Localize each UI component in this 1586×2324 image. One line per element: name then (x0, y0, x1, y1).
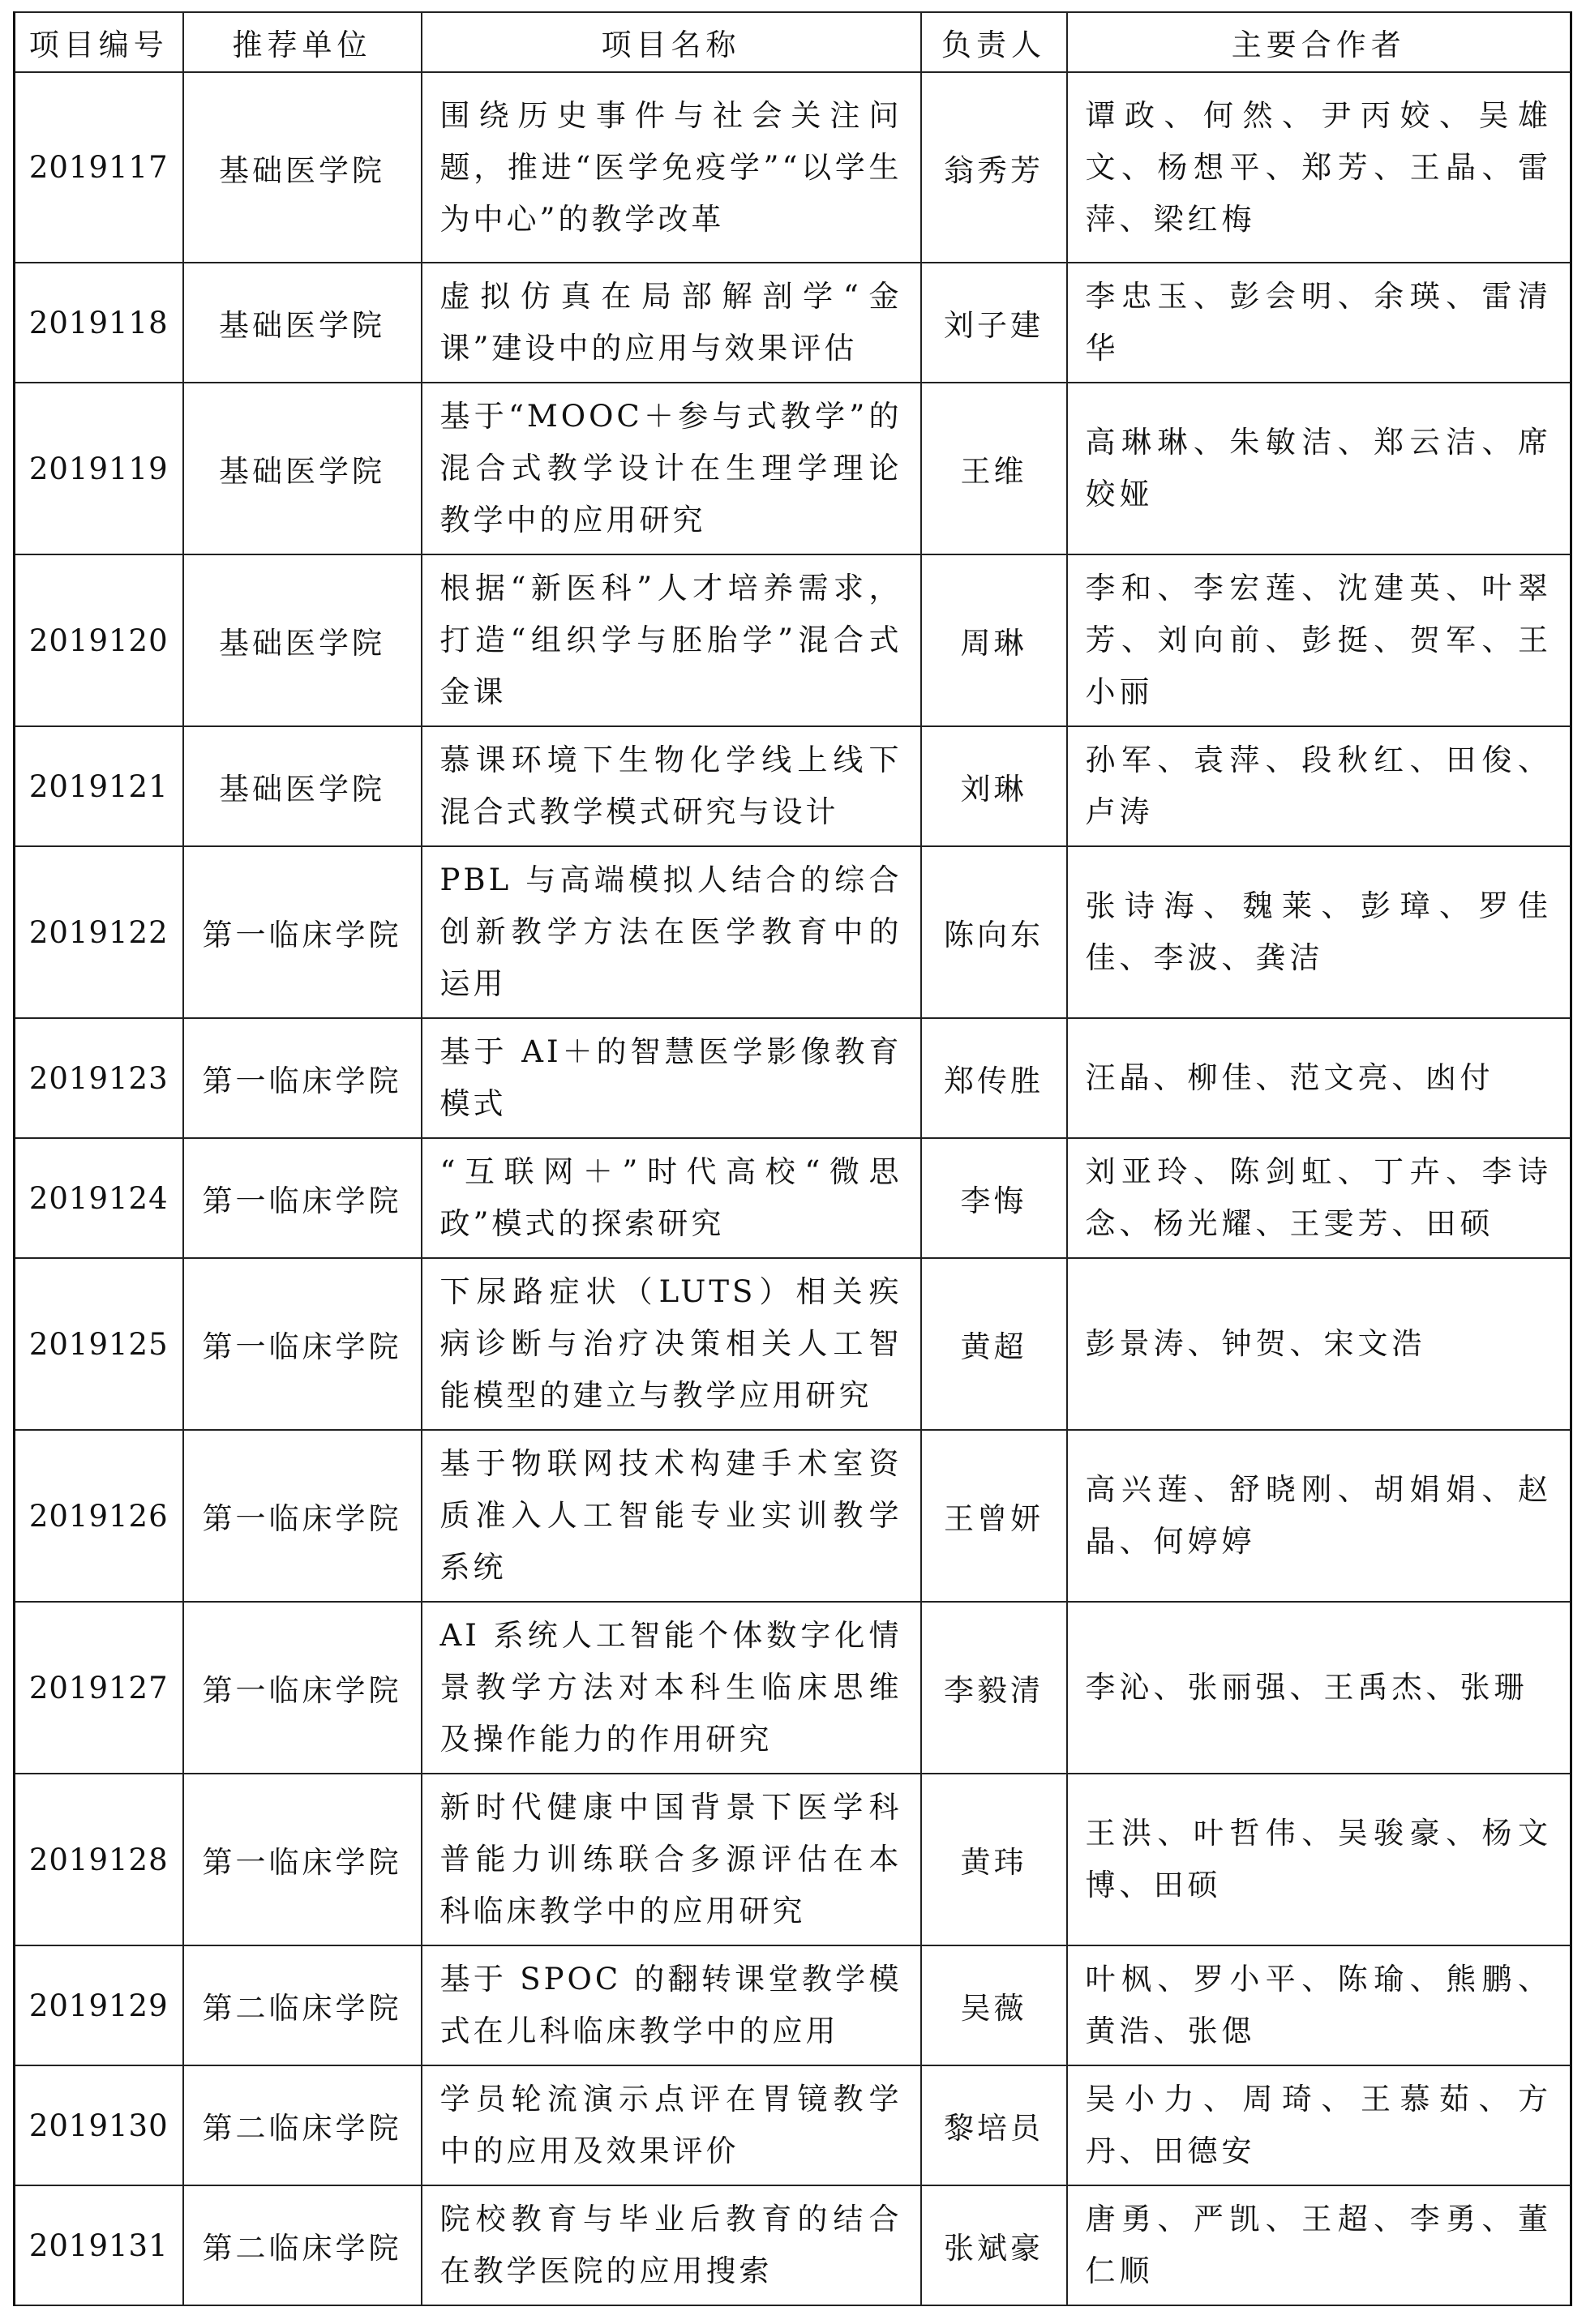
table-row (15, 2065, 1571, 2185)
coauthors: 李沁、张丽强、王禹杰、张珊 (1067, 1602, 1571, 1774)
project-id: 2019119 (15, 383, 183, 554)
recommending-unit: 第一临床学院 (183, 1258, 422, 1430)
project-id: 2019118 (15, 263, 183, 383)
recommending-unit: 基础医学院 (183, 383, 422, 554)
table-row (15, 2185, 1571, 2305)
project-lead: 王维 (921, 383, 1067, 554)
project-title: 新时代健康中国背景下医学科普能力训练联合多源评估在本科临床教学中的应用研究 (422, 1774, 921, 1945)
project-lead: 刘子建 (921, 263, 1067, 383)
header-project-lead: 负责人 (921, 12, 1067, 72)
project-title: PBL 与高端模拟人结合的综合创新教学方法在医学教育中的运用 (422, 846, 921, 1018)
project-id: 2019127 (15, 1602, 183, 1774)
table-row (15, 1018, 1571, 1138)
table-row (15, 72, 1571, 263)
recommending-unit: 第一临床学院 (183, 1602, 422, 1774)
project-title: 院校教育与毕业后教育的结合在教学医院的应用搜索 (422, 2185, 921, 2305)
project-lead: 郑传胜 (921, 1018, 1067, 1138)
coauthors: 孙军、袁萍、段秋红、田俊、卢涛 (1067, 726, 1571, 846)
recommending-unit: 第二临床学院 (183, 2185, 422, 2305)
project-id: 2019126 (15, 1430, 183, 1602)
recommending-unit: 第一临床学院 (183, 1138, 422, 1258)
project-table (13, 11, 1572, 2306)
coauthors: 李和、李宏莲、沈建英、叶翠芳、刘向前、彭挺、贺军、王小丽 (1067, 554, 1571, 726)
project-lead: 翁秀芳 (921, 72, 1067, 263)
project-table-sheet (13, 11, 1570, 2306)
coauthors: 王洪、叶哲伟、吴骏豪、杨文博、田硕 (1067, 1774, 1571, 1945)
table-row (15, 1602, 1571, 1774)
recommending-unit: 第一临床学院 (183, 1774, 422, 1945)
project-id: 2019129 (15, 1945, 183, 2065)
coauthors: 李忠玉、彭会明、余瑛、雷清华 (1067, 263, 1571, 383)
project-title: 根据“新医科”人才培养需求，打造“组织学与胚胎学”混合式金课 (422, 554, 921, 726)
coauthors: 叶枫、罗小平、陈瑜、熊鹏、黄浩、张偲 (1067, 1945, 1571, 2065)
header-project-title: 项目名称 (422, 12, 921, 72)
table-row (15, 263, 1571, 383)
coauthors: 唐勇、严凯、王超、李勇、董仁顺 (1067, 2185, 1571, 2305)
recommending-unit: 第一临床学院 (183, 846, 422, 1018)
header-coauthors: 主要合作者 (1067, 12, 1571, 72)
project-title: 学员轮流演示点评在胃镜教学中的应用及效果评价 (422, 2065, 921, 2185)
coauthors: 汪晶、柳佳、范文亮、凼付 (1067, 1018, 1571, 1138)
project-title: 基于 AI＋的智慧医学影像教育模式 (422, 1018, 921, 1138)
project-lead: 黎培员 (921, 2065, 1067, 2185)
recommending-unit: 第一临床学院 (183, 1018, 422, 1138)
project-title: “互联网＋”时代高校“微思政”模式的探索研究 (422, 1138, 921, 1258)
coauthors: 张诗海、魏莱、彭璋、罗佳佳、李波、龚洁 (1067, 846, 1571, 1018)
table-row (15, 1774, 1571, 1945)
project-lead: 张斌豪 (921, 2185, 1067, 2305)
recommending-unit: 第二临床学院 (183, 1945, 422, 2065)
recommending-unit: 基础医学院 (183, 72, 422, 263)
project-lead: 刘琳 (921, 726, 1067, 846)
coauthors: 吴小力、周琦、王慕茹、方丹、田德安 (1067, 2065, 1571, 2185)
project-title: AI 系统人工智能个体数字化情景教学方法对本科生临床思维及操作能力的作用研究 (422, 1602, 921, 1774)
header-project-id: 项目编号 (15, 12, 183, 72)
project-title: 慕课环境下生物化学线上线下混合式教学模式研究与设计 (422, 726, 921, 846)
coauthors: 高兴莲、舒晓刚、胡娟娟、赵晶、何婷婷 (1067, 1430, 1571, 1602)
recommending-unit: 基础医学院 (183, 726, 422, 846)
recommending-unit: 基础医学院 (183, 263, 422, 383)
table-row (15, 554, 1571, 726)
project-id: 2019117 (15, 72, 183, 263)
table-row (15, 1258, 1571, 1430)
recommending-unit: 第二临床学院 (183, 2065, 422, 2185)
header-recommending-unit: 推荐单位 (183, 12, 422, 72)
project-id: 2019131 (15, 2185, 183, 2305)
project-title: 下尿路症状（LUTS）相关疾病诊断与治疗决策相关人工智能模型的建立与教学应用研究 (422, 1258, 921, 1430)
table-row (15, 1138, 1571, 1258)
project-lead: 李悔 (921, 1138, 1067, 1258)
project-id: 2019128 (15, 1774, 183, 1945)
table-row (15, 846, 1571, 1018)
project-lead: 陈向东 (921, 846, 1067, 1018)
project-id: 2019125 (15, 1258, 183, 1430)
project-id: 2019122 (15, 846, 183, 1018)
project-title: 基于 SPOC 的翻转课堂教学模式在儿科临床教学中的应用 (422, 1945, 921, 2065)
table-row (15, 726, 1571, 846)
project-id: 2019130 (15, 2065, 183, 2185)
recommending-unit: 基础医学院 (183, 554, 422, 726)
project-title: 围绕历史事件与社会关注问题，推进“医学免疫学”“以学生为中心”的教学改革 (422, 72, 921, 263)
coauthors: 刘亚玲、陈剑虹、丁卉、李诗念、杨光耀、王雯芳、田硕 (1067, 1138, 1571, 1258)
project-id: 2019123 (15, 1018, 183, 1138)
coauthors: 高琳琳、朱敏洁、郑云洁、席姣娅 (1067, 383, 1571, 554)
project-lead: 周琳 (921, 554, 1067, 726)
table-header-row (15, 12, 1571, 72)
recommending-unit: 第一临床学院 (183, 1430, 422, 1602)
table-row (15, 383, 1571, 554)
project-title: 基于“MOOC＋参与式教学”的混合式教学设计在生理学理论教学中的应用研究 (422, 383, 921, 554)
project-id: 2019124 (15, 1138, 183, 1258)
project-lead: 吴薇 (921, 1945, 1067, 2065)
project-lead: 黄玮 (921, 1774, 1067, 1945)
table-row (15, 1430, 1571, 1602)
project-lead: 李毅清 (921, 1602, 1067, 1774)
coauthors: 彭景涛、钟贺、宋文浩 (1067, 1258, 1571, 1430)
project-lead: 黄超 (921, 1258, 1067, 1430)
project-id: 2019121 (15, 726, 183, 846)
table-row (15, 1945, 1571, 2065)
project-title: 虚拟仿真在局部解剖学“金课”建设中的应用与效果评估 (422, 263, 921, 383)
coauthors: 谭政、何然、尹丙姣、吴雄文、杨想平、郑芳、王晶、雷萍、梁红梅 (1067, 72, 1571, 263)
project-lead: 王曾妍 (921, 1430, 1067, 1602)
project-id: 2019120 (15, 554, 183, 726)
project-title: 基于物联网技术构建手术室资质准入人工智能专业实训教学系统 (422, 1430, 921, 1602)
